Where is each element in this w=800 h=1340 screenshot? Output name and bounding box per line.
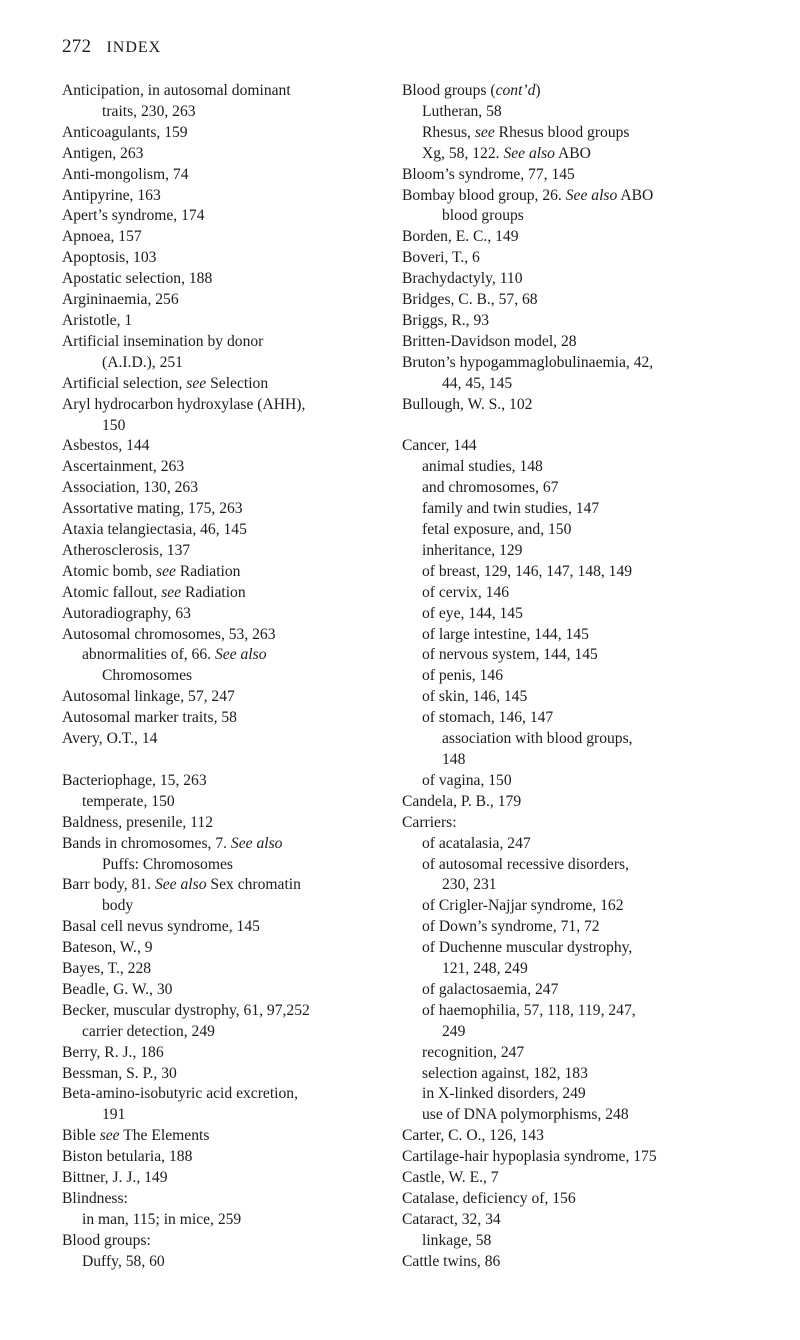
index-entry [402, 248, 752, 269]
entry-text: Artificial insemination by donor [62, 332, 264, 350]
index-entry [402, 1126, 752, 1147]
entry-text: Blindness: [62, 1190, 128, 1208]
index-entry [62, 436, 412, 457]
entry-text: of Crigler-Najjar syndrome, 162 [422, 897, 624, 915]
index-entry [62, 687, 412, 708]
entry-text: Bombay blood group, 26. [402, 186, 566, 204]
index-entry [402, 436, 752, 457]
entry-text: Apoptosis, 103 [62, 249, 157, 267]
index-entry [62, 248, 412, 269]
index-subentry [402, 1231, 752, 1252]
entry-text: Rhesus blood groups [494, 123, 630, 141]
index-entry [402, 81, 752, 102]
entry-text: Radiation [175, 562, 241, 580]
index-entry [62, 583, 412, 604]
entry-text: Bruton’s hypogammaglobulinaemia, 42, [402, 353, 654, 371]
entry-text: recognition, 247 [422, 1043, 525, 1061]
entry-text: Bateson, W., 9 [62, 939, 153, 957]
entry-text: Beta-amino-isobutyric acid excretion, [62, 1085, 298, 1103]
entry-text: Apostatic selection, 188 [62, 270, 213, 288]
entry-text: of penis, 146 [422, 667, 503, 685]
index-entry [62, 938, 412, 959]
index-entry [62, 1231, 412, 1252]
entry-text: fetal exposure, and, 150 [422, 521, 572, 539]
index-entry [402, 813, 752, 834]
index-entry [62, 1126, 412, 1147]
entry-text: Atherosclerosis, 137 [62, 541, 191, 559]
section-gap [402, 416, 752, 437]
section-gap [62, 750, 412, 771]
left-index-column [62, 81, 412, 1273]
entry-text: Cataract, 32, 34 [402, 1210, 501, 1228]
entry-text: Anticoagulants, 159 [62, 123, 188, 141]
entry-text: Ascertainment, 263 [62, 458, 185, 476]
entry-text: Chromosomes [102, 667, 193, 685]
entry-text: Cattle twins, 86 [402, 1252, 501, 1270]
entry-text: Carriers: [402, 813, 457, 831]
index-entry [62, 395, 412, 416]
index-entry [62, 604, 412, 625]
cross-reference-term: See also [214, 646, 267, 664]
entry-text: Anti-mongolism, 74 [62, 165, 189, 183]
entry-text: carrier detection, 249 [82, 1022, 215, 1040]
cross-reference-term: See also [565, 186, 618, 204]
page-header [62, 36, 161, 58]
entry-text: Atomic fallout, [62, 583, 162, 601]
cross-reference-term: cont’d [495, 82, 536, 99]
index-entry [62, 186, 412, 207]
index-subentry [62, 1210, 412, 1231]
index-subentry [402, 896, 752, 917]
entry-text: Aristotle, 1 [62, 311, 133, 329]
entry-text: Blood groups ( [402, 82, 496, 99]
entry-text: animal studies, 148 [422, 458, 543, 476]
section-label: INDEX [106, 39, 162, 56]
entry-text: Brachydactyly, 110 [402, 270, 523, 288]
index-entry [402, 165, 752, 186]
index-subentry [402, 478, 752, 499]
index-entry [62, 625, 412, 646]
index-subentry [402, 1001, 752, 1022]
index-subentry [62, 1252, 412, 1273]
entry-text: of acatalasia, 247 [422, 834, 531, 852]
index-entry [402, 1210, 752, 1231]
index-entry [402, 792, 752, 813]
entry-text: (A.I.D.), 251 [102, 353, 183, 371]
index-entry [402, 186, 752, 207]
entry-text: 230, 231 [442, 876, 497, 894]
entry-text: of galactosaemia, 247 [422, 980, 559, 998]
entry-text: of eye, 144, 145 [422, 604, 523, 622]
entry-text: Radiation [181, 583, 246, 601]
index-entry [62, 290, 412, 311]
index-subentry [62, 645, 412, 666]
index-subentry [62, 102, 412, 123]
entry-text: Bullough, W. S., 102 [402, 395, 533, 413]
cross-reference-term: see [474, 123, 495, 141]
entry-text: of vagina, 150 [422, 771, 512, 789]
entry-text: and chromosomes, 67 [422, 479, 559, 497]
index-subentry [402, 499, 752, 520]
entry-text: Candela, P. B., 179 [402, 792, 522, 810]
entry-text: Lutheran, 58 [422, 102, 502, 120]
index-entry [402, 311, 752, 332]
index-subentry [402, 729, 752, 750]
entry-text: use of DNA polymorphisms, 248 [422, 1106, 629, 1124]
index-entry [62, 1001, 412, 1022]
index-entry [62, 227, 412, 248]
index-entry [62, 144, 412, 165]
index-entry [62, 374, 412, 395]
index-entry [62, 499, 412, 520]
index-subentry [62, 855, 412, 876]
index-subentry [402, 1064, 752, 1085]
entry-text: blood groups [442, 207, 524, 225]
entry-text: Cartilage-hair hypoplasia syndrome, 175 [402, 1148, 657, 1166]
entry-text: ABO [554, 144, 591, 162]
entry-text: family and twin studies, 147 [422, 500, 600, 518]
index-subentry [402, 771, 752, 792]
entry-text: of autosomal recessive disorders, [422, 855, 629, 873]
index-entry [62, 1147, 412, 1168]
cross-reference-term: See also [503, 144, 555, 162]
index-subentry [402, 834, 752, 855]
index-entry [62, 980, 412, 1001]
entry-text: Berry, R. J., 186 [62, 1043, 164, 1061]
entry-text: ) [535, 82, 541, 99]
entry-text: Baldness, presenile, 112 [62, 813, 213, 831]
page-number: 272 [62, 36, 92, 57]
entry-text: temperate, 150 [82, 792, 175, 810]
index-entry [62, 813, 412, 834]
entry-text: Atomic bomb, [62, 562, 156, 580]
entry-text: body [102, 897, 134, 915]
index-subentry [402, 374, 752, 395]
entry-text: Autosomal chromosomes, 53, 263 [62, 625, 276, 643]
cross-reference-term: see [99, 1127, 120, 1145]
index-subentry [402, 206, 752, 227]
index-entry [62, 708, 412, 729]
entry-text: Briggs, R., 93 [402, 311, 490, 329]
entry-text: Asbestos, 144 [62, 437, 150, 455]
entry-text: 121, 248, 249 [442, 960, 528, 978]
entry-text: 150 [102, 416, 126, 434]
entry-text: Beadle, G. W., 30 [62, 980, 173, 998]
index-subentry [402, 875, 752, 896]
cross-reference-term: See also [230, 834, 283, 852]
entry-text: Castle, W. E., 7 [402, 1169, 499, 1187]
entry-text: Sex chromatin [206, 876, 301, 894]
entry-text: Becker, muscular dystrophy, 61, 97,252 [62, 1001, 310, 1019]
entry-text: Antipyrine, 163 [62, 186, 161, 204]
index-entry [402, 1189, 752, 1210]
index-entry [62, 1168, 412, 1189]
entry-text: Biston betularia, 188 [62, 1148, 193, 1166]
entry-text: Autosomal marker traits, 58 [62, 709, 237, 727]
entry-text: in X-linked disorders, 249 [422, 1085, 586, 1103]
index-subentry [402, 541, 752, 562]
index-subentry [402, 959, 752, 980]
cross-reference-term: see [186, 374, 207, 392]
entry-text: Borden, E. C., 149 [402, 228, 519, 246]
index-subentry [402, 457, 752, 478]
index-entry [62, 771, 412, 792]
entry-text: Assortative mating, 175, 263 [62, 500, 243, 518]
entry-text: 148 [442, 750, 466, 768]
entry-text: linkage, 58 [422, 1231, 492, 1249]
entry-text: of nervous system, 144, 145 [422, 646, 598, 664]
entry-text: of Duchenne muscular dystrophy, [422, 939, 633, 957]
index-subentry [402, 708, 752, 729]
index-entry [62, 206, 412, 227]
entry-text: Aryl hydrocarbon hydroxylase (AHH), [62, 395, 306, 413]
entry-text: in man, 115; in mice, 259 [82, 1210, 242, 1228]
entry-text: Apert’s syndrome, 174 [62, 207, 205, 225]
entry-text: of stomach, 146, 147 [422, 709, 554, 727]
entry-text: inheritance, 129 [422, 541, 523, 559]
index-subentry [402, 687, 752, 708]
index-subentry [402, 980, 752, 1001]
entry-text: Basal cell nevus syndrome, 145 [62, 918, 260, 936]
index-subentry [62, 353, 412, 374]
entry-text: Catalase, deficiency of, 156 [402, 1190, 576, 1208]
entry-text: Association, 130, 263 [62, 479, 199, 497]
entry-text: Artificial selection, [62, 374, 187, 392]
index-entry [402, 353, 752, 374]
index-subentry [62, 416, 412, 437]
index-entry [402, 1252, 752, 1273]
index-entry [62, 875, 412, 896]
entry-text: Boveri, T., 6 [402, 249, 480, 267]
entry-text: Puffs: Chromosomes [102, 855, 233, 873]
index-subentry [402, 666, 752, 687]
index-entry [62, 1064, 412, 1085]
entry-text: 44, 45, 145 [442, 374, 513, 392]
entry-text: Selection [206, 374, 269, 392]
entry-text: Cancer, 144 [402, 437, 477, 455]
entry-text: Britten-Davidson model, 28 [402, 332, 577, 350]
index-subentry [62, 666, 412, 687]
entry-text: Xg, 58, 122. [422, 144, 504, 162]
index-entry [62, 959, 412, 980]
index-entry [62, 562, 412, 583]
entry-text: of large intestine, 144, 145 [422, 625, 589, 643]
index-entry [402, 290, 752, 311]
cross-reference-term: see [161, 583, 182, 601]
index-subentry [402, 123, 752, 144]
entry-text: Bible [62, 1127, 100, 1145]
cross-reference-term: see [156, 562, 176, 580]
index-subentry [402, 1022, 752, 1043]
entry-text: Bloom’s syndrome, 77, 145 [402, 165, 575, 183]
index-subentry [402, 102, 752, 123]
index-entry [62, 269, 412, 290]
index-entry [62, 332, 412, 353]
entry-text: Avery, O.T., 14 [62, 730, 158, 748]
index-subentry [402, 938, 752, 959]
index-entry [402, 1147, 752, 1168]
index-entry [402, 1168, 752, 1189]
cross-reference-term: See also [154, 876, 207, 894]
index-entry [62, 81, 412, 102]
index-subentry [402, 917, 752, 938]
entry-text: of breast, 129, 146, 147, 148, 149 [422, 562, 633, 580]
entry-text: Anticipation, in autosomal dominant [62, 82, 291, 99]
entry-text: Barr body, 81. [62, 876, 155, 894]
entry-text: Bridges, C. B., 57, 68 [402, 291, 538, 309]
entry-text: Argininaemia, 256 [62, 291, 179, 309]
index-entry [62, 165, 412, 186]
index-subentry [402, 520, 752, 541]
index-subentry [402, 750, 752, 771]
index-subentry [62, 896, 412, 917]
index-entry [402, 269, 752, 290]
entry-text: of haemophilia, 57, 118, 119, 247, [422, 1001, 636, 1019]
entry-text: Autoradiography, 63 [62, 604, 191, 622]
index-entry [402, 332, 752, 353]
index-subentry [62, 792, 412, 813]
entry-text: association with blood groups, [442, 730, 633, 748]
entry-text: Blood groups: [62, 1231, 151, 1249]
entry-text: Duffy, 58, 60 [82, 1252, 165, 1270]
entry-text: Bessman, S. P., 30 [62, 1064, 177, 1082]
entry-text: Ataxia telangiectasia, 46, 145 [62, 521, 247, 539]
index-subentry [402, 1105, 752, 1126]
entry-text: Apnoea, 157 [62, 228, 142, 246]
index-subentry [402, 855, 752, 876]
index-entry [62, 1043, 412, 1064]
index-entry [62, 917, 412, 938]
entry-text: selection against, 182, 183 [422, 1064, 588, 1082]
entry-text: Bayes, T., 228 [62, 960, 152, 978]
entry-text: Autosomal linkage, 57, 247 [62, 688, 235, 706]
entry-text: Bittner, J. J., 149 [62, 1169, 168, 1187]
index-entry [62, 1084, 412, 1105]
index-subentry [402, 1043, 752, 1064]
index-subentry [402, 144, 752, 165]
entry-text: of skin, 146, 145 [422, 688, 528, 706]
entry-text: traits, 230, 263 [102, 102, 196, 120]
index-subentry [402, 645, 752, 666]
index-subentry [402, 604, 752, 625]
index-entry [62, 478, 412, 499]
entry-text: 191 [102, 1106, 126, 1124]
index-entry [62, 1189, 412, 1210]
index-entry [62, 123, 412, 144]
entry-text: The Elements [119, 1127, 210, 1145]
index-subentry [402, 562, 752, 583]
index-subentry [62, 1105, 412, 1126]
right-index-column [402, 81, 752, 1273]
index-entry [62, 729, 412, 750]
index-subentry [402, 625, 752, 646]
index-subentry [402, 583, 752, 604]
entry-text: Carter, C. O., 126, 143 [402, 1127, 544, 1145]
entry-text: 249 [442, 1022, 466, 1040]
entry-text: of cervix, 146 [422, 583, 510, 601]
index-subentry [62, 1022, 412, 1043]
entry-text: Rhesus, [422, 123, 475, 141]
index-entry [62, 311, 412, 332]
index-entry [62, 520, 412, 541]
entry-text: Bacteriophage, 15, 263 [62, 771, 207, 789]
index-entry [62, 834, 412, 855]
index-entry [402, 395, 752, 416]
entry-text: Bands in chromosomes, 7. [62, 834, 231, 852]
entry-text: Antigen, 263 [62, 144, 144, 162]
entry-text: abnormalities of, 66. [82, 646, 215, 664]
entry-text: ABO [617, 186, 654, 204]
index-entry [62, 541, 412, 562]
index-entry [402, 227, 752, 248]
index-entry [62, 457, 412, 478]
entry-text: of Down’s syndrome, 71, 72 [422, 918, 600, 936]
index-subentry [402, 1084, 752, 1105]
